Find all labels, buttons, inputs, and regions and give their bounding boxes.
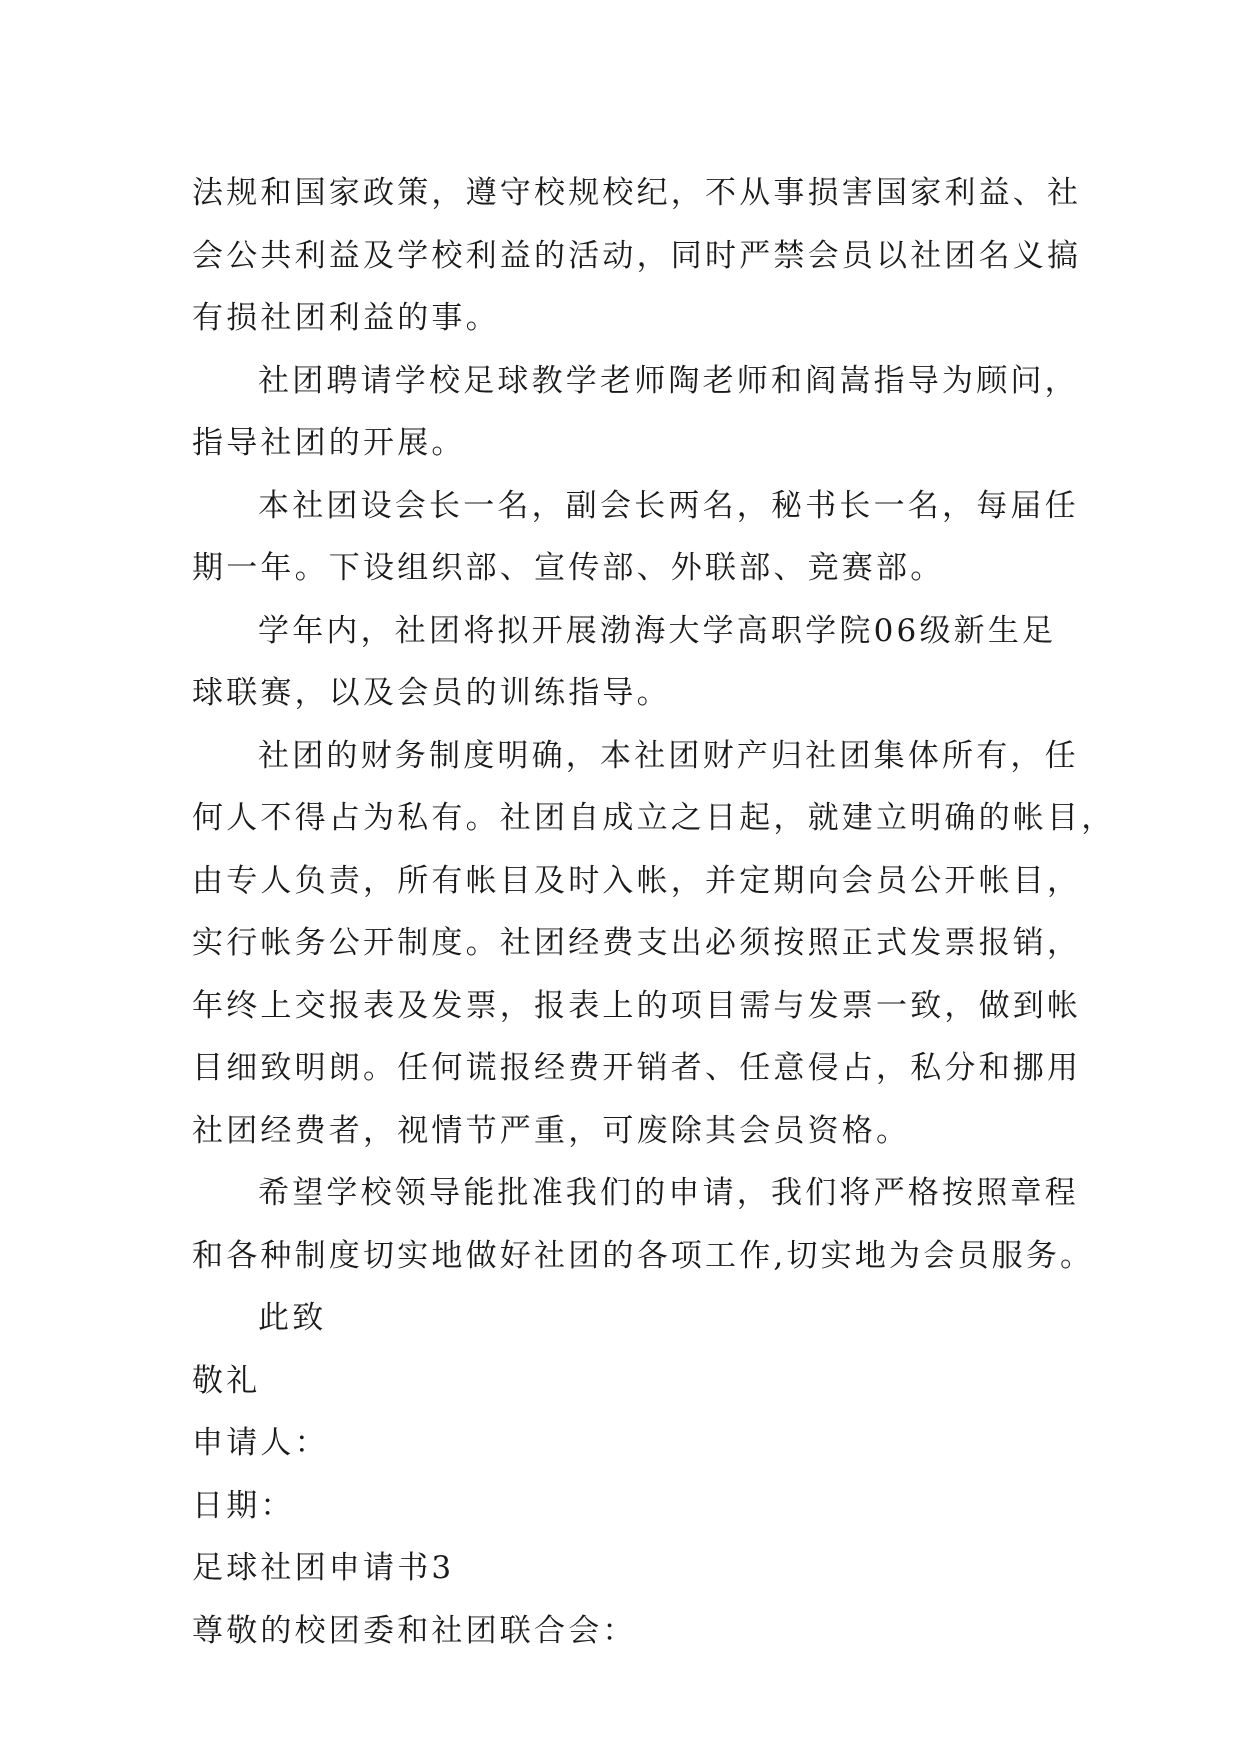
- closing-salutation: 此致: [258, 1300, 327, 1336]
- text-line: 学年内，社团将拟开展渤海大学高职学院06级新生足: [258, 612, 1057, 649]
- section-title: 足球社团申请书3: [192, 1550, 455, 1586]
- text-line: 和各种制度切实地做好社团的各项工作,切实地为会员服务。: [192, 1237, 1095, 1274]
- greeting-line: 尊敬的校团委和社团联合会：: [192, 1612, 637, 1649]
- text-line: 指导社团的开展。: [192, 425, 466, 461]
- text-line: 社团聘请学校足球教学老师陶老师和阎嵩指导为顾问，: [258, 362, 1079, 399]
- text-line: 希望学校领导能批准我们的申请，我们将严格按照章程: [258, 1175, 1079, 1211]
- text-line: 本社团设会长一名，副会长两名，秘书长一名，每届任: [258, 487, 1079, 524]
- text-line: 年终上交报表及发票，报表上的项目需与发票一致，做到帐: [192, 987, 1082, 1024]
- text-line: 球联赛，以及会员的训练指导。: [192, 675, 671, 711]
- closing-regards: 敬礼: [192, 1362, 261, 1399]
- text-line: 实行帐务公开制度。社团经费支出必须按照正式发票报销，: [192, 925, 1082, 961]
- text-line: 社团的财务制度明确，本社团财产归社团集体所有，任: [258, 737, 1079, 774]
- text-line: 社团经费者，视情节严重，可废除其会员资格。: [192, 1112, 911, 1149]
- text-line: 会公共利益及学校利益的活动，同时严禁会员以社团名义搞: [192, 237, 1082, 274]
- text-line: 期一年。下设组织部、宣传部、外联部、竞赛部。: [192, 550, 945, 586]
- date-label: 日期：: [192, 1487, 295, 1524]
- applicant-label: 申请人：: [192, 1425, 329, 1461]
- document-body: [192, 162, 1116, 1662]
- text-line: 何人不得占为私有。社团自成立之日起，就建立明确的帐目，: [192, 800, 1116, 836]
- text-line: 有损社团利益的事。: [192, 300, 500, 336]
- text-line: 由专人负责，所有帐目及时入帐，并定期向会员公开帐目，: [192, 862, 1082, 899]
- text-line: 法规和国家政策，遵守校规校纪，不从事损害国家利益、社: [192, 175, 1082, 211]
- text-line: 目细致明朗。任何谎报经费开销者、任意侵占，私分和挪用: [192, 1050, 1082, 1086]
